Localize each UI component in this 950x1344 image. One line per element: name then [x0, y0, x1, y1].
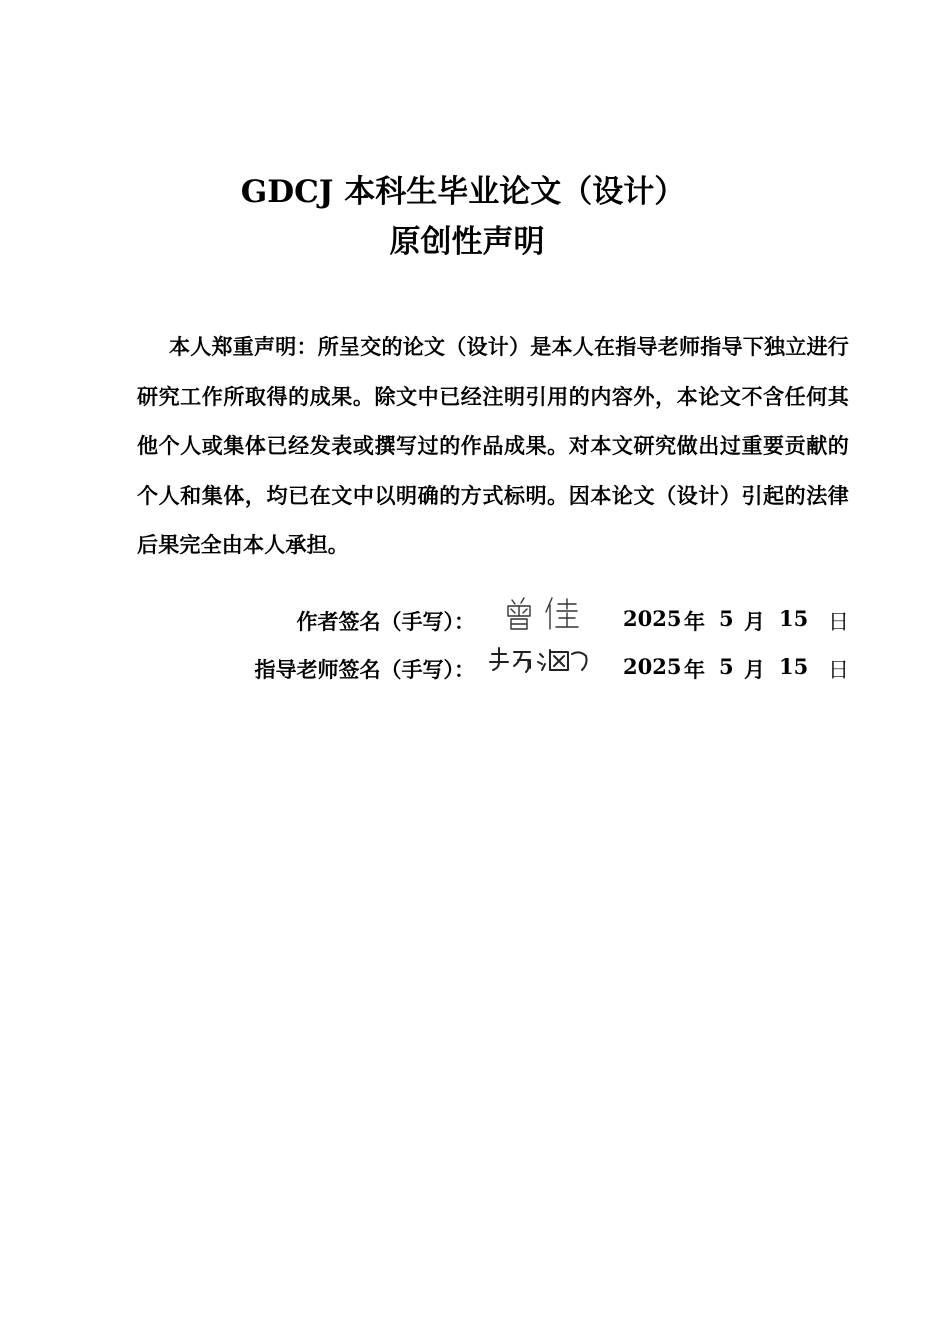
page-subtitle: 原创性声明 — [389, 224, 545, 260]
advisor-signature-label: 指导老师签名（手写）： — [254, 657, 475, 682]
advisor-signature-row — [0, 648, 950, 688]
date-year-unit: 年 — [684, 609, 705, 634]
date-day: 15 — [779, 654, 809, 679]
date-year: 2025 — [623, 606, 682, 631]
page-title: GDCJ 本科生毕业论文（设计） — [240, 174, 686, 210]
date-day-unit: 日 — [828, 658, 849, 682]
date-month: 5 — [719, 606, 734, 631]
date-year: 2025 — [623, 654, 682, 679]
declaration-text: 本人郑重声明：所呈交的论文（设计）是本人在指导老师指导下独立进行研究工作所取得的成果。除文中已经注明引用的内容外，本论文不含任何其他个人或集体已经发表或撰写过的作品成果。对本文研究做出过重要贡献的个人和集体，均已在文中以明确的方式标明。因本论文（设计）引起的法律后果完全由本人承担。 — [137, 334, 849, 557]
date-month-unit: 月 — [744, 609, 765, 634]
date-year-unit: 年 — [684, 657, 705, 682]
author-signature-row — [0, 600, 950, 640]
author-handwritten-signature — [498, 592, 608, 638]
date-day-unit: 日 — [828, 610, 849, 634]
date-month-unit: 月 — [744, 657, 765, 682]
date-day: 15 — [779, 606, 809, 631]
advisor-handwritten-signature — [484, 640, 594, 686]
date-month: 5 — [719, 654, 734, 679]
author-signature-label: 作者签名（手写）： — [296, 609, 475, 634]
